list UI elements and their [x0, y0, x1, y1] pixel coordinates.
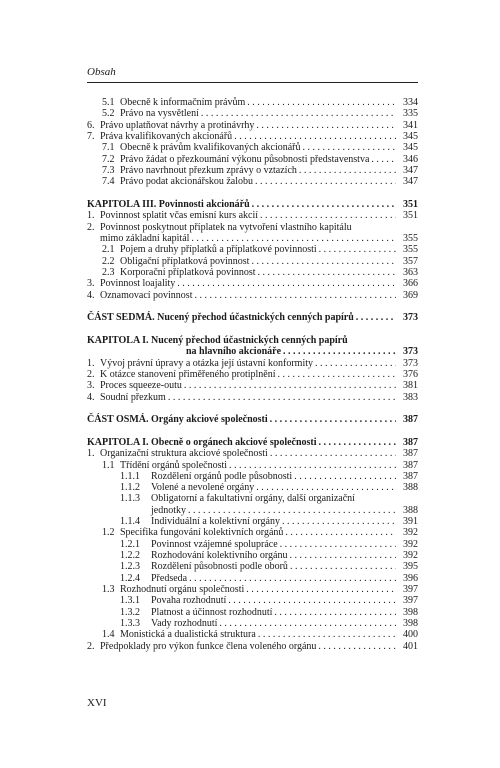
toc-entry-title-line: [100, 233, 396, 244]
dot-leader: [280, 516, 396, 527]
toc-entry[interactable]: [87, 142, 418, 153]
toc-entry-title-line: [87, 199, 396, 210]
dot-leader: [245, 97, 396, 108]
toc-entry-page: 346: [403, 153, 418, 165]
toc-entry-title-line: [87, 312, 396, 323]
toc-entry-page: 351: [403, 198, 418, 210]
toc-entry-title: Právo uplatňovat návrhy a protinávrhy: [100, 119, 255, 131]
header-rule: [87, 82, 418, 83]
toc-entry-number: 1.: [87, 357, 95, 369]
toc-entry[interactable]: [87, 482, 418, 493]
toc-entry[interactable]: [87, 437, 418, 448]
toc-entry-title-line: [186, 346, 396, 357]
toc-entry[interactable]: [87, 256, 418, 267]
toc-entry-title-line: [120, 256, 396, 267]
toc-entry[interactable]: [87, 97, 418, 108]
toc-entry-number: 3.: [87, 278, 95, 290]
toc-entry-number: 1.2.2: [120, 550, 140, 562]
toc-entry-number: 4.: [87, 289, 95, 301]
toc-entry-number: 6.: [87, 119, 95, 131]
toc-entry-title: Rozdělení orgánů podle působnosti: [151, 470, 293, 482]
toc-entry-title: Korporační příplatková povinnost: [120, 266, 256, 278]
dot-leader: [288, 561, 396, 572]
toc-entry-title-line: [120, 244, 396, 255]
toc-entry-title-line: [100, 278, 396, 289]
toc-entry-title: Třídění orgánů společnosti: [120, 459, 228, 471]
dot-leader: [268, 414, 396, 425]
toc-entry-title: Obligační příplatková povinnost: [120, 255, 250, 267]
section-spacer: [87, 403, 418, 414]
toc-entry[interactable]: [87, 369, 418, 380]
toc-entry-number: 1.1: [102, 459, 115, 471]
toc-entry[interactable]: [87, 176, 418, 187]
toc-entry-title: Obecně k právům kvalifikovaných akcionářů: [120, 142, 301, 154]
dot-leader: [317, 244, 396, 255]
toc-entry-title: Vývoj právní úpravy a otázka její ústavní konformity: [100, 357, 314, 369]
toc-entry-title-line: [100, 448, 396, 459]
toc-entry-title: Obecně k informačním právům: [120, 97, 246, 108]
toc-entry-number: 1.: [87, 448, 95, 460]
toc-entry-title-line: [100, 380, 396, 391]
toc-entry[interactable]: [87, 244, 418, 255]
toc-entry[interactable]: [87, 539, 418, 550]
dot-leader: [316, 641, 396, 652]
toc-entry-page: 383: [403, 391, 418, 403]
toc-entry[interactable]: [87, 550, 418, 561]
toc-entry-page: 392: [403, 538, 418, 550]
toc-entry-title: Právo žádat o přezkoumání výkonu působnosti představenstva: [120, 153, 370, 165]
toc-entry-title-line: [120, 97, 396, 108]
toc-entry-page: 400: [403, 629, 418, 641]
dot-leader: [249, 256, 396, 267]
toc-entry-number: 1.1.3: [120, 493, 140, 505]
toc-entry[interactable]: [87, 335, 418, 346]
toc-entry-page: 351: [403, 210, 418, 222]
dot-leader: [292, 471, 396, 482]
toc-entry-title: Právo na vysvětlení: [120, 108, 199, 120]
page-number: XVI: [87, 697, 107, 709]
toc-entry-title-line: [120, 165, 396, 176]
toc-entry-title: Monistická a dualistická struktura: [120, 629, 256, 641]
dot-leader: [192, 290, 396, 301]
toc-entry-page: 398: [403, 606, 418, 618]
toc-entry[interactable]: [87, 414, 418, 425]
toc-entry[interactable]: [87, 460, 418, 471]
toc-entry-page: 347: [403, 176, 418, 188]
toc-entry[interactable]: [87, 278, 418, 289]
toc-entry[interactable]: [87, 154, 418, 165]
toc-entry-number: 1.4: [102, 629, 115, 641]
toc-entry-number: 1.1.4: [120, 516, 140, 528]
dot-leader: [301, 142, 397, 153]
toc-entry[interactable]: [87, 448, 418, 459]
toc-entry-number: 1.2.1: [120, 538, 140, 550]
toc-entry-page: 334: [403, 97, 418, 108]
toc-entry-page: 345: [403, 142, 418, 154]
toc-entry-title: Pojem a druhy příplatků a příplatkové povinnosti: [120, 244, 317, 256]
section-spacer: [87, 426, 418, 437]
toc-entry-title: mimo základní kapitál: [100, 232, 190, 244]
toc-entry-title-line: [151, 482, 396, 493]
toc-entry[interactable]: [87, 165, 418, 176]
toc-entry-title-line: [87, 335, 396, 346]
toc-entry-number: 7.4: [102, 176, 115, 188]
toc-entry-number: 1.3: [102, 584, 115, 596]
toc-entry-page: 391: [403, 516, 418, 528]
toc-entry-page: 395: [403, 561, 418, 573]
toc-entry-title: Právo podat akcionářskou žalobu: [120, 176, 254, 188]
toc-entry[interactable]: [87, 199, 418, 210]
toc-entry-page: 345: [403, 130, 418, 142]
dot-leader: [254, 120, 396, 131]
toc-entry[interactable]: [87, 392, 418, 403]
toc-entry[interactable]: [87, 346, 418, 357]
toc-entry-title-line: [120, 527, 396, 538]
toc-entry-title: na hlavního akcionáře: [186, 346, 282, 358]
toc-entry-title-line: [100, 358, 396, 369]
toc-entry-title: Volené a nevolené orgány: [151, 482, 255, 494]
toc-entry[interactable]: [87, 641, 418, 652]
toc-entry[interactable]: [87, 561, 418, 572]
toc-entry-title: Rozdělení působnosti podle oborů: [151, 561, 288, 573]
toc-entry-title: Povinnost loajality: [100, 278, 176, 290]
toc-entry[interactable]: [87, 527, 418, 538]
dot-leader: [354, 312, 396, 323]
toc-entry-title: Povaha rozhodnutí: [151, 595, 227, 607]
toc-entry[interactable]: [87, 618, 418, 629]
toc-entry-title-line: [120, 267, 396, 278]
toc-entry-page: 373: [403, 346, 418, 358]
dot-leader: [283, 527, 396, 538]
toc-entry-title: Práva kvalifikovaných akcionářů: [100, 130, 233, 142]
toc-entry[interactable]: [87, 222, 418, 233]
toc-entry-title-line: [151, 493, 396, 504]
toc-entry-title-line: [151, 561, 396, 572]
dot-leader: [227, 460, 396, 471]
dot-leader: [232, 131, 396, 142]
toc-entry[interactable]: [87, 493, 418, 504]
toc-entry[interactable]: [87, 595, 418, 606]
toc-entry-number: 1.2: [102, 527, 115, 539]
toc-entry-title-line: [100, 131, 396, 142]
toc-entry-title-line: [100, 641, 396, 652]
toc-entry-page: 376: [403, 368, 418, 380]
toc-entry-page: 392: [403, 527, 418, 539]
dot-leader: [254, 482, 396, 493]
toc-entry-title-line: [151, 607, 396, 618]
table-of-contents: [87, 97, 418, 652]
toc-entry-title-line: [151, 471, 396, 482]
toc-entry-title-line: [120, 154, 396, 165]
toc-entry-number: 2.1: [102, 244, 115, 256]
toc-entry-page: 387: [403, 448, 418, 460]
toc-entry-number: 1.2.3: [120, 561, 140, 573]
toc-entry-number: 2.3: [102, 266, 115, 278]
toc-entry-title-line: [100, 120, 396, 131]
toc-entry-title-line: [120, 108, 396, 119]
dot-leader: [166, 392, 396, 403]
toc-entry-title-line: [151, 550, 396, 561]
dot-leader: [189, 233, 396, 244]
toc-entry-title: KAPITOLA I. Nucený přechod účastnických cenných papírů: [87, 334, 348, 346]
toc-entry-page: 373: [403, 312, 418, 324]
toc-entry-title-line: [120, 629, 396, 640]
toc-entry-page: 341: [403, 119, 418, 131]
toc-entry-page: 387: [403, 459, 418, 471]
toc-entry-page: 373: [403, 357, 418, 369]
toc-entry-page: 363: [403, 266, 418, 278]
toc-entry[interactable]: [87, 629, 418, 640]
dot-leader: [369, 154, 396, 165]
toc-entry-page: 397: [403, 584, 418, 596]
dot-leader: [217, 618, 396, 629]
toc-entry-title: Povinnost vzájemné spolupráce: [151, 538, 278, 550]
toc-entry-title: Proces squeeze-outu: [100, 380, 182, 392]
toc-entry-number: 2.: [87, 221, 95, 233]
toc-entry[interactable]: [87, 584, 418, 595]
dot-leader: [258, 210, 396, 221]
toc-entry-page: 381: [403, 380, 418, 392]
toc-entry-title: Individuální a kolektivní orgány: [151, 516, 280, 528]
dot-leader: [199, 108, 396, 119]
toc-entry-title-line: [120, 142, 396, 153]
toc-entry-page: 387: [403, 436, 418, 448]
dot-leader: [250, 199, 396, 210]
toc-entry-title-line: [120, 460, 396, 471]
toc-entry-page: 355: [403, 244, 418, 256]
toc-entry-page: 366: [403, 278, 418, 290]
dot-leader: [244, 584, 396, 595]
toc-entry-title: jednotky: [151, 504, 186, 516]
toc-entry-number: 7.2: [102, 153, 115, 165]
dot-leader: [278, 539, 396, 550]
toc-entry-title-line: [151, 595, 396, 606]
toc-entry-title: K otázce stanovení přiměřeného protiplnění: [100, 368, 276, 380]
toc-entry-page: 369: [403, 289, 418, 301]
toc-entry-title-line: [100, 222, 396, 233]
toc-entry[interactable]: [87, 471, 418, 482]
toc-entry-page: 396: [403, 572, 418, 584]
toc-entry-title: Vady rozhodnutí: [151, 618, 218, 630]
section-spacer: [87, 324, 418, 335]
dot-leader: [182, 380, 396, 391]
toc-entry-number: 5.2: [102, 108, 115, 120]
dot-leader: [297, 165, 396, 176]
toc-entry-page: 397: [403, 595, 418, 607]
toc-entry-title-line: [120, 176, 396, 187]
toc-entry-number: 2.: [87, 368, 95, 380]
toc-entry[interactable]: [87, 607, 418, 618]
toc-entry-title: ČÁST OSMÁ. Orgány akciové společnosti: [87, 414, 268, 426]
toc-entry-number: 1.: [87, 210, 95, 222]
dot-leader: [256, 267, 396, 278]
toc-entry-title-line: [100, 290, 396, 301]
toc-entry-title-line: [151, 516, 396, 527]
toc-entry-page: 392: [403, 550, 418, 562]
toc-entry-title: Předpoklady pro výkon funkce člena voleného orgánu: [100, 640, 317, 652]
toc-entry[interactable]: [87, 108, 418, 119]
dot-leader: [287, 550, 396, 561]
toc-entry-title-line: [87, 414, 396, 425]
toc-entry-title: Oznamovací povinnost: [100, 289, 193, 301]
toc-entry[interactable]: [87, 358, 418, 369]
toc-entry-title-line: [151, 618, 396, 629]
toc-entry[interactable]: [87, 380, 418, 391]
toc-entry-title: Obligatorní a fakultativní orgány, další organizační: [151, 493, 355, 505]
toc-entry-title: Soudní přezkum: [100, 391, 166, 403]
toc-entry-number: 1.3.2: [120, 606, 140, 618]
toc-entry-title: Právo navrhnout přezkum zprávy o vztazích: [120, 164, 297, 176]
dot-leader: [272, 607, 396, 618]
toc-entry-number: 2.2: [102, 255, 115, 267]
toc-entry-number: 4.: [87, 391, 95, 403]
toc-entry-title: Předseda: [151, 572, 188, 584]
toc-entry-number: 1.1.2: [120, 482, 140, 494]
toc-entry-number: 5.1: [102, 97, 115, 108]
toc-entry-number: 7.3: [102, 164, 115, 176]
toc-entry[interactable]: [87, 505, 418, 516]
toc-entry-page: 355: [403, 232, 418, 244]
section-spacer: [87, 301, 418, 312]
toc-entry-title-line: [100, 369, 396, 380]
toc-entry-title: Povinnost poskytnout příplatek na vytvoření vlastního kapitálu: [100, 221, 352, 233]
toc-entry-page: 401: [403, 640, 418, 652]
dot-leader: [313, 358, 396, 369]
toc-entry[interactable]: [87, 233, 418, 244]
toc-entry-number: 7.: [87, 130, 95, 142]
toc-entry-title: Rozhodnutí orgánu společnosti: [120, 584, 245, 596]
toc-entry-number: 2.: [87, 640, 95, 652]
toc-entry-page: 347: [403, 164, 418, 176]
toc-entry[interactable]: [87, 516, 418, 527]
toc-entry-title: Specifika fungování kolektivních orgánů: [120, 527, 284, 539]
dot-leader: [186, 505, 396, 516]
toc-entry-number: 7.1: [102, 142, 115, 154]
toc-entry-title: KAPITOLA I. Obecně o orgánech akciové společnosti: [87, 436, 317, 448]
toc-entry-title-line: [120, 584, 396, 595]
dot-leader: [317, 437, 396, 448]
dot-leader: [187, 573, 396, 584]
toc-entry-page: 398: [403, 618, 418, 630]
toc-entry-number: 1.3.3: [120, 618, 140, 630]
toc-entry-title-line: [151, 505, 396, 516]
dot-leader: [226, 595, 396, 606]
toc-entry-page: 387: [403, 470, 418, 482]
toc-entry-title: ČÁST SEDMÁ. Nucený přechod účastnických cenných papírů: [87, 312, 354, 324]
toc-entry[interactable]: [87, 290, 418, 301]
toc-entry-title-line: [87, 437, 396, 448]
running-header-title: Obsah: [87, 66, 116, 78]
toc-entry-page: 388: [403, 482, 418, 494]
toc-entry-page: 357: [403, 255, 418, 267]
toc-entry[interactable]: [87, 267, 418, 278]
toc-entry[interactable]: [87, 573, 418, 584]
toc-entry-page: 388: [403, 504, 418, 516]
dot-leader: [253, 176, 396, 187]
dot-leader: [175, 278, 396, 289]
toc-entry-number: 3.: [87, 380, 95, 392]
toc-entry[interactable]: [87, 120, 418, 131]
dot-leader: [281, 346, 396, 357]
dot-leader: [276, 369, 397, 380]
toc-entry-page: 387: [403, 414, 418, 426]
dot-leader: [268, 448, 396, 459]
toc-entry-title: Platnost a účinnost rozhodnutí: [151, 606, 273, 618]
toc-entry-title: KAPITOLA III. Povinnosti akcionářů: [87, 198, 250, 210]
toc-entry[interactable]: [87, 131, 418, 142]
toc-entry-title-line: [151, 539, 396, 550]
toc-entry-title: Organizační struktura akciové společnosti: [100, 448, 268, 460]
toc-entry-title-line: [100, 392, 396, 403]
toc-entry-title-line: [151, 573, 396, 584]
toc-entry-title: Povinnost splatit včas emisní kurs akcií: [100, 210, 259, 222]
section-spacer: [87, 188, 418, 199]
toc-entry-page: 335: [403, 108, 418, 120]
toc-entry-title: Rozhodování kolektivního orgánu: [151, 550, 288, 562]
toc-entry-number: 1.1.1: [120, 470, 140, 482]
dot-leader: [256, 629, 396, 640]
toc-entry[interactable]: [87, 210, 418, 221]
toc-entry-title-line: [100, 210, 396, 221]
toc-entry-number: 1.2.4: [120, 572, 140, 584]
toc-entry-number: 1.3.1: [120, 595, 140, 607]
toc-entry[interactable]: [87, 312, 418, 323]
